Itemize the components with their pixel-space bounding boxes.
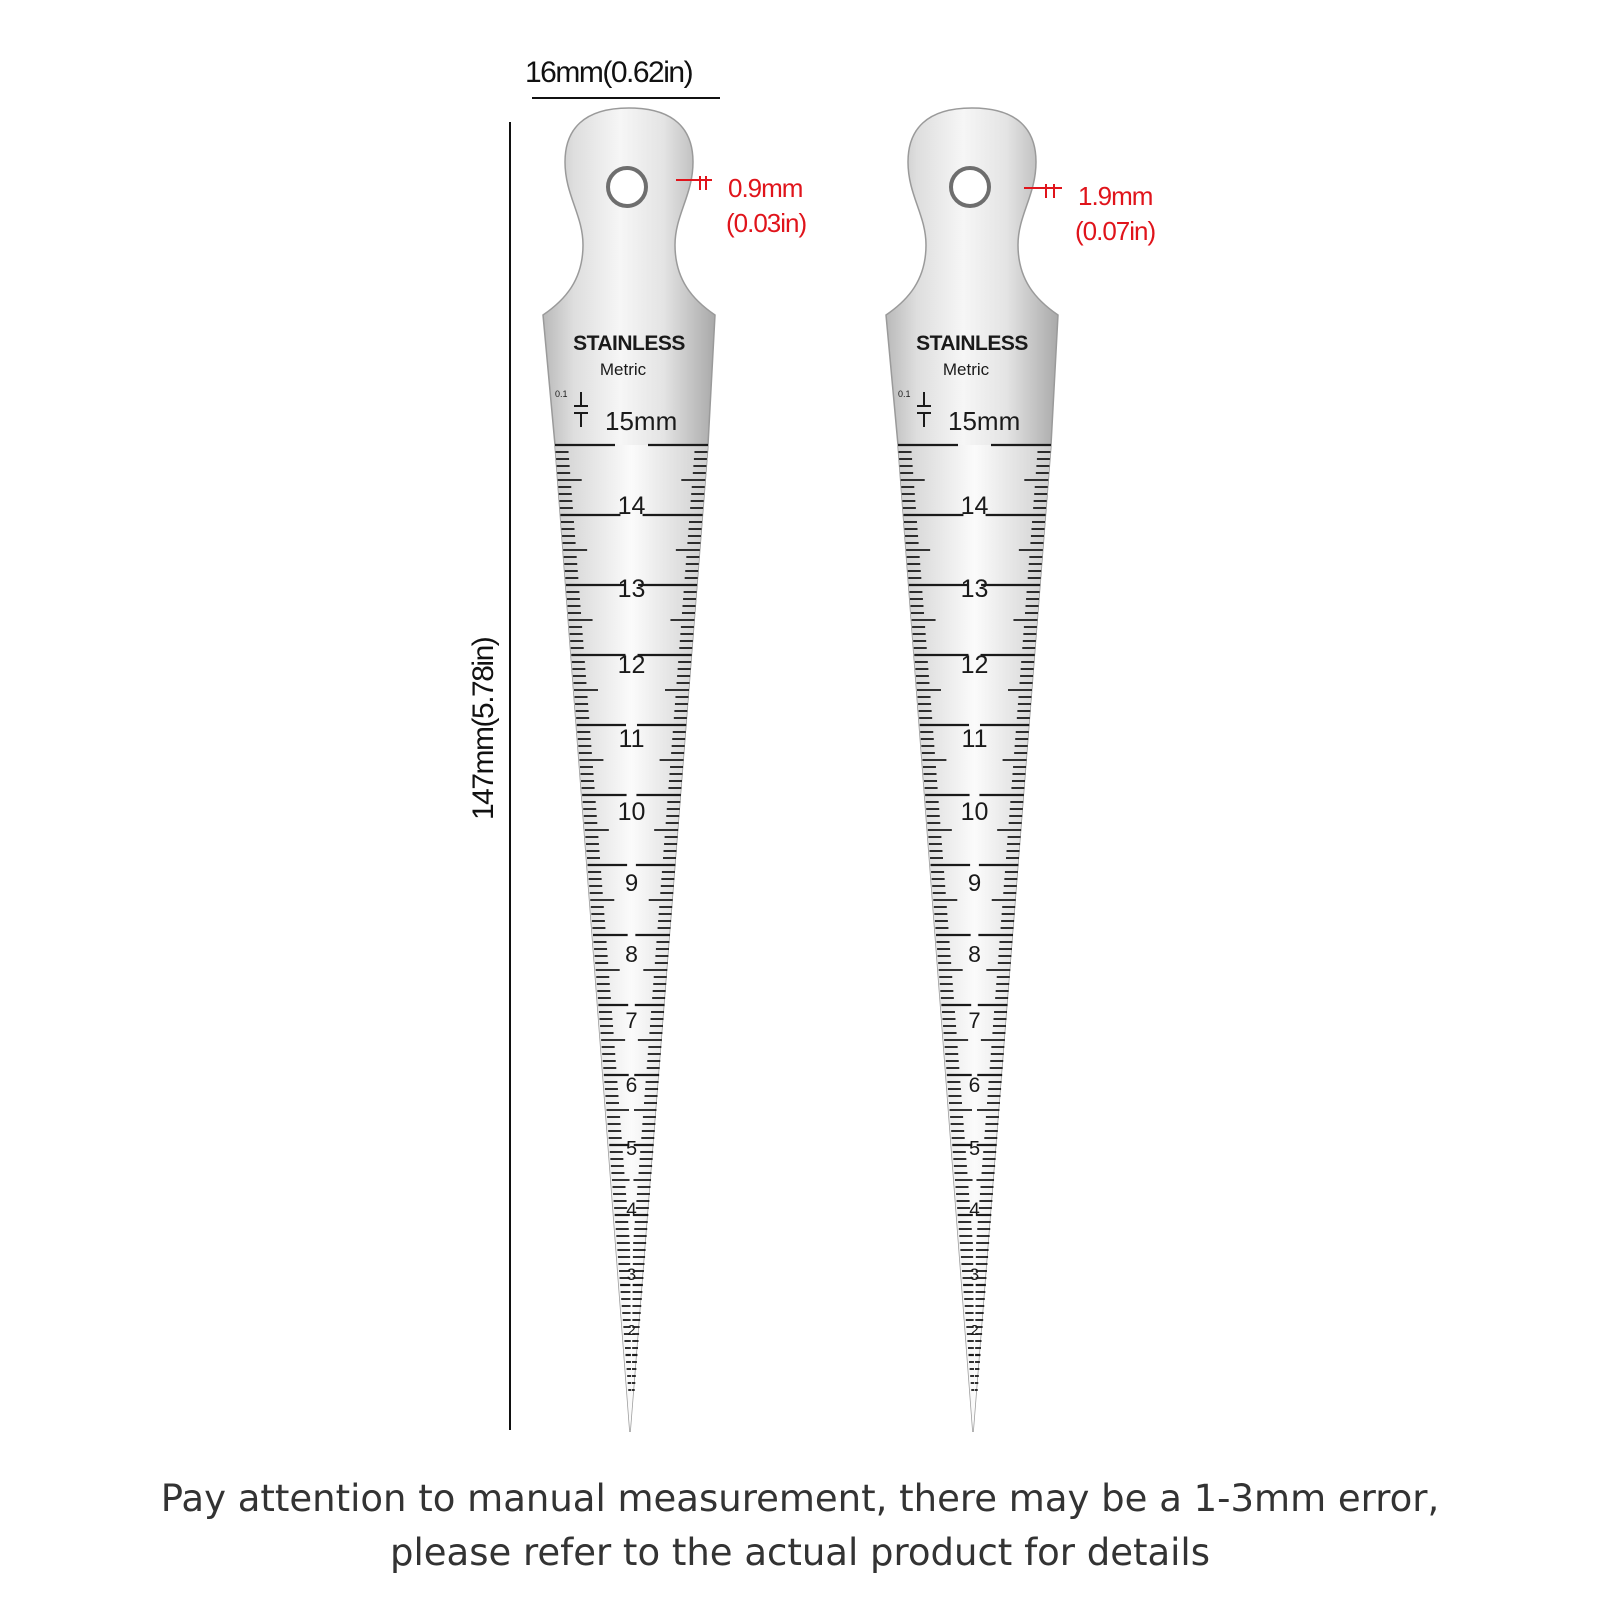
note-line-2: please refer to the actual product for details	[390, 1531, 1210, 1574]
max-label: 15mm	[948, 406, 1021, 436]
scale-number: 11	[961, 725, 988, 753]
note-line-1: Pay attention to manual measurement, there may be a 1-3mm error,	[160, 1477, 1440, 1520]
scale-number: 8	[625, 941, 638, 967]
resolution-text: 0.1	[555, 389, 568, 399]
length-dimension	[467, 122, 510, 1430]
subtitle-text: Metric	[599, 360, 647, 379]
subtitle-text: Metric	[942, 360, 990, 379]
measurement-note	[0, 1472, 1600, 1580]
max-label: 15mm	[605, 406, 678, 436]
scale-number: 5	[625, 1138, 638, 1160]
scale-number: 14	[960, 492, 989, 520]
scale-number: 7	[968, 1008, 981, 1033]
scale-number: 9	[967, 870, 982, 897]
scale-number: 3	[626, 1265, 637, 1284]
thickness-mm: 1.9mm	[1078, 181, 1153, 211]
scale-number: 8	[968, 941, 981, 967]
width-dimension	[525, 56, 720, 98]
scale-number: 10	[960, 798, 989, 826]
scale-number: 14	[617, 492, 646, 520]
thickness-annotation-thick	[1024, 181, 1155, 246]
length-label: 147mm(5.78in)	[467, 637, 500, 820]
scale-number: 5	[968, 1138, 981, 1160]
taper-gauge-thick	[886, 108, 1058, 1432]
scale-number: 13	[617, 575, 646, 603]
thickness-annotation-thin	[676, 173, 806, 238]
scale-number: 7	[625, 1008, 638, 1033]
brand-text: STAINLESS	[916, 332, 1028, 355]
scale-number: 9	[624, 870, 639, 897]
scale-number: 2	[627, 1322, 636, 1339]
scale-number: 3	[969, 1265, 980, 1284]
scale-number: 10	[617, 798, 646, 826]
scale-number: 4	[626, 1200, 637, 1221]
resolution-text: 0.1	[898, 389, 911, 399]
taper-gauge-thin	[543, 108, 715, 1432]
hanging-hole	[951, 168, 989, 206]
hanging-hole	[608, 168, 646, 206]
scale-number: 4	[969, 1200, 980, 1221]
scale-number: 6	[625, 1074, 638, 1097]
thickness-in: (0.07in)	[1075, 216, 1156, 246]
scale-number: 12	[960, 651, 989, 679]
scale-number: 6	[968, 1074, 981, 1097]
scale-number: 13	[960, 575, 989, 603]
brand-text: STAINLESS	[573, 332, 685, 355]
scale-number: 2	[970, 1322, 979, 1339]
scale-number: 12	[617, 651, 646, 679]
thickness-in: (0.03in)	[726, 208, 807, 238]
thickness-mm: 0.9mm	[728, 173, 803, 203]
scale-number: 11	[618, 725, 645, 753]
width-label: 16mm(0.62in)	[525, 56, 693, 89]
